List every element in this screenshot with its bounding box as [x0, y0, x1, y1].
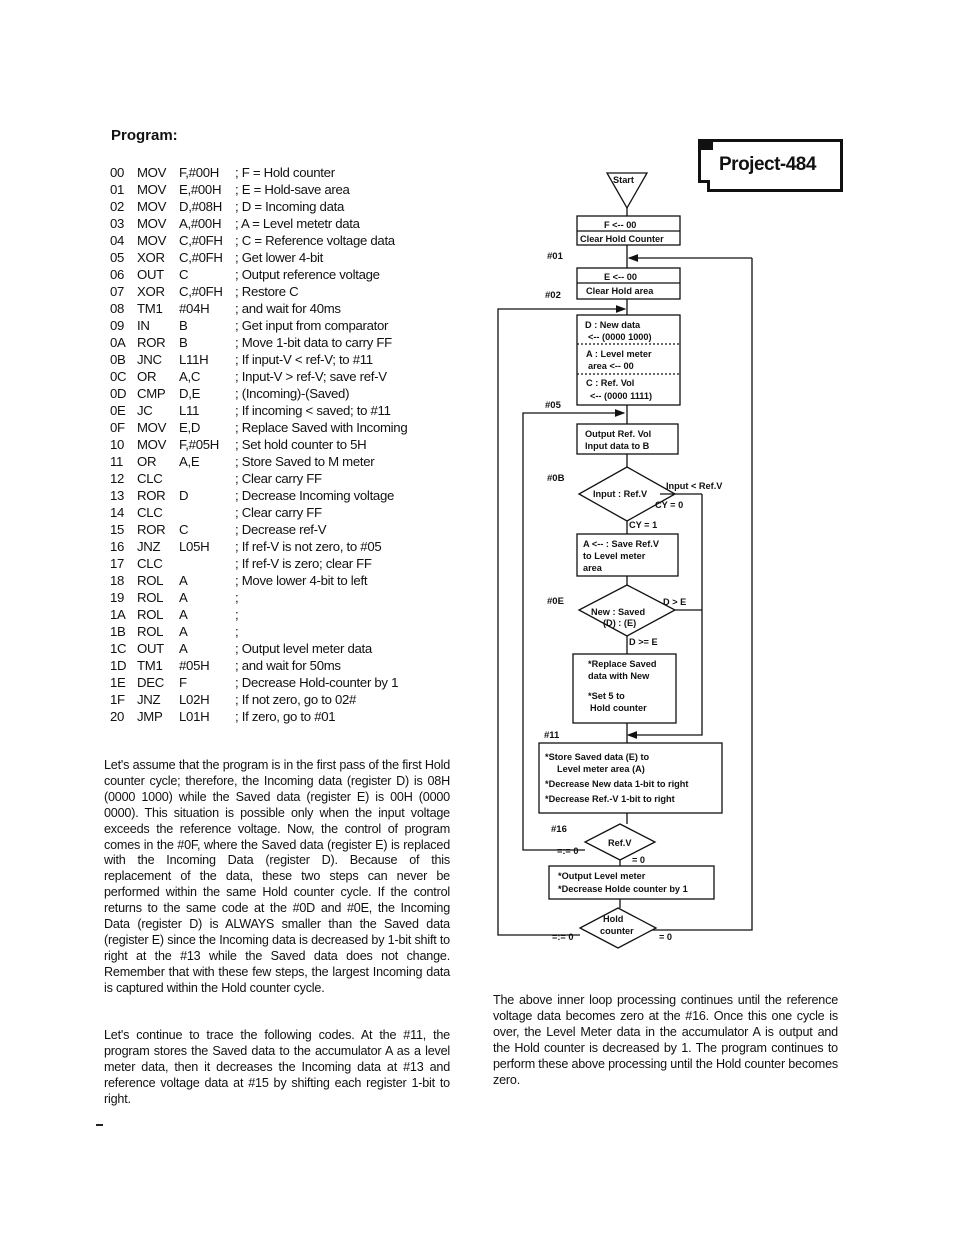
paragraph-inner-loop: The above inner loop processing continues until the reference voltage data becomes zero at the #16. Once this one cycle is over, the Level Meter data in the accumulator A is output and the Hold counter is decreased by 1. The program continues to perform these above processing until the Hold counter becomes zero.: [493, 993, 838, 1087]
code-address: 1C: [110, 641, 127, 656]
code-operand: C,#0FH: [179, 250, 223, 265]
code-opcode: IN: [137, 318, 150, 333]
code-operand: A: [179, 573, 188, 588]
code-operand: F,#00H: [179, 165, 219, 180]
code-operand: D: [179, 488, 189, 503]
code-address: 07: [110, 284, 125, 299]
start-label: Start: [613, 175, 634, 185]
code-address: 18: [110, 573, 125, 588]
code-comment: ; Decrease ref-V: [235, 522, 327, 537]
box6-line3: *Set 5 to: [588, 691, 625, 701]
code-comment: ; Get lower 4-bit: [235, 250, 323, 265]
code-comment: ; If ref-V is not zero, to #05: [235, 539, 382, 554]
code-address: 17: [110, 556, 125, 571]
code-address: 10: [110, 437, 125, 452]
code-opcode: MOV: [137, 437, 167, 452]
code-address: 04: [110, 233, 125, 248]
code-operand: D,E: [179, 386, 201, 401]
code-operand: A,#00H: [179, 216, 222, 231]
code-comment: ; and wait for 50ms: [235, 658, 341, 673]
code-opcode: CMP: [137, 386, 166, 401]
code-operand: L02H: [179, 692, 210, 707]
code-comment: ; Restore C: [235, 284, 299, 299]
code-comment: ;: [235, 590, 239, 605]
code-comment: ; and wait for 40ms: [235, 301, 341, 316]
code-address: 0B: [110, 352, 126, 367]
box6-line2: data with New: [588, 671, 650, 681]
label-16: #16: [551, 824, 567, 835]
code-opcode: MOV: [137, 165, 167, 180]
box1-line1: F <-- 00: [604, 220, 637, 230]
decision2-gt: D > E: [663, 597, 687, 607]
code-comment: ; Store Saved to M meter: [235, 454, 375, 469]
code-address: 09: [110, 318, 125, 333]
decision1-cy0: CY = 0: [655, 500, 684, 510]
label-11: #11: [544, 730, 560, 741]
code-operand: A,E: [179, 454, 200, 469]
decision1-no-branch: Input < Ref.V: [666, 481, 723, 491]
code-address: 12: [110, 471, 125, 486]
decision2-ge: D >= E: [629, 637, 658, 647]
code-opcode: ROR: [137, 488, 166, 503]
paragraph-continue-trace: Let's continue to trace the following codes. At the #11, the program stores the Saved data to the accumulator A as a level meter data, then it decreases the Incoming data at #13 and reference voltage data at #15 by shifting each register 1-bit to right.: [104, 1028, 450, 1106]
code-comment: ; Clear carry FF: [235, 505, 322, 520]
code-opcode: ROR: [137, 522, 166, 537]
code-opcode: XOR: [137, 250, 165, 265]
code-operand: C,#0FH: [179, 284, 223, 299]
code-operand: F,#05H: [179, 437, 219, 452]
code-comment: ; Output level meter data: [235, 641, 372, 656]
code-operand: A,C: [179, 369, 201, 384]
code-comment: ; Replace Saved with Incoming: [235, 420, 408, 435]
code-address: 11: [110, 454, 124, 469]
code-comment: ; Set hold counter to 5H: [235, 437, 367, 452]
label-01: #01: [547, 251, 563, 262]
box3-line4: area <-- 00: [588, 361, 634, 371]
code-address: 0D: [110, 386, 127, 401]
code-operand: A: [179, 624, 188, 639]
code-opcode: TM1: [137, 301, 163, 316]
code-comment: ; Decrease Incoming voltage: [235, 488, 395, 503]
decision3-label: Ref.V: [608, 838, 632, 848]
code-comment: ; C = Reference voltage data: [235, 233, 395, 248]
code-opcode: MOV: [137, 216, 167, 231]
decision2-line2: (D) : (E): [603, 618, 637, 628]
code-operand: A: [179, 590, 188, 605]
code-operand: C: [179, 522, 189, 537]
code-address: 03: [110, 216, 125, 231]
code-opcode: OR: [137, 454, 157, 469]
code-operand: #04H: [179, 301, 210, 316]
box5-line1: A <-- : Save Ref.V: [583, 539, 659, 549]
code-address: 13: [110, 488, 125, 503]
code-comment: ; If ref-V is zero; clear FF: [235, 556, 372, 571]
box3-line3: A : Level meter: [586, 349, 652, 359]
code-operand: L11: [179, 403, 200, 418]
label-0E: #0E: [547, 596, 564, 607]
project-title: Project-484: [719, 154, 816, 175]
code-opcode: ROL: [137, 573, 164, 588]
code-comment: ; D = Incoming data: [235, 199, 345, 214]
code-opcode: OUT: [137, 641, 164, 656]
code-opcode: JNZ: [137, 539, 161, 554]
code-address: 0C: [110, 369, 127, 384]
code-operand: A: [179, 607, 188, 622]
code-comment: ; Output reference voltage: [235, 267, 380, 282]
code-comment: ; If not zero, go to 02#: [235, 692, 357, 707]
code-operand: C: [179, 267, 189, 282]
code-opcode: MOV: [137, 420, 167, 435]
code-operand: #05H: [179, 658, 210, 673]
label-02: #02: [545, 290, 561, 301]
code-address: 14: [110, 505, 125, 520]
code-opcode: OR: [137, 369, 157, 384]
decision4-zero: = 0: [659, 932, 673, 942]
code-address: 0A: [110, 335, 126, 350]
code-address: 1A: [110, 607, 126, 622]
code-address: 01: [110, 182, 125, 197]
code-operand: L05H: [179, 539, 210, 554]
code-address: 1E: [110, 675, 126, 690]
code-operand: L01H: [179, 709, 210, 724]
box2-line1: E <-- 00: [604, 272, 637, 282]
code-operand: C,#0FH: [179, 233, 223, 248]
code-opcode: JMP: [137, 709, 163, 724]
box6-line1: *Replace Saved: [588, 659, 657, 669]
code-opcode: DEC: [137, 675, 164, 690]
code-address: 16: [110, 539, 125, 554]
code-comment: ;: [235, 624, 239, 639]
program-heading: Program:: [111, 127, 178, 144]
box7-line3: *Decrease New data 1-bit to right: [545, 779, 689, 789]
code-opcode: ROR: [137, 335, 166, 350]
code-comment: ; Move 1-bit data to carry FF: [235, 335, 392, 350]
code-opcode: XOR: [137, 284, 165, 299]
code-opcode: JC: [137, 403, 153, 418]
code-operand: D,#08H: [179, 199, 222, 214]
code-address: 00: [110, 165, 125, 180]
paragraph-first-pass: Let's assume that the program is in the first pass of the first Hold counter cycle; therefore, the Incoming data (register D) is 08H (0000 1000) while the Saved data (register E) is 00H (0000 0000). This situation is possible only when the input voltage exceeds the reference voltage. Now, the control of program comes in the #0F, where the Saved data (register E) is replaced with the Incoming Data (register D). Because of this replacement of the data, these two steps can never be performed within the same Hold counter cycle. If the control returns to the same code at the #0D and #0E, the Incoming Data (register D) is ALWAYS smaller than the Saved data (register E) since the Incoming data is decreased by 1-bit shift to right at the #13 while the Saved data does not change. Remember that with these few steps, the largest Incoming data is captured within the Hold counter cycle.: [104, 758, 450, 995]
code-opcode: JNC: [137, 352, 162, 367]
box5-line2: to Level meter: [583, 551, 646, 561]
code-address: 15: [110, 522, 125, 537]
code-operand: B: [179, 318, 188, 333]
code-comment: ; Move lower 4-bit to left: [235, 573, 368, 588]
code-opcode: MOV: [137, 182, 167, 197]
decision4-line2: counter: [600, 926, 634, 936]
code-address: 1B: [110, 624, 126, 639]
box7-line2: Level meter area (A): [557, 764, 645, 774]
decision3-zero: = 0: [632, 855, 646, 865]
code-operand: A: [179, 641, 188, 656]
code-address: 0E: [110, 403, 126, 418]
box3-line2: <-- (0000 1000): [588, 332, 652, 342]
decision1-cy1: CY = 1: [629, 520, 658, 530]
code-comment: ; If incoming < saved; to #11: [235, 403, 391, 418]
code-comment: ; If input-V < ref-V; to #11: [235, 352, 373, 367]
decision3-not-zero: =:= 0: [557, 846, 579, 856]
box6-line4: Hold counter: [590, 703, 647, 713]
code-address: 20: [110, 709, 125, 724]
code-opcode: TM1: [137, 658, 163, 673]
decision4-not-zero: =:= 0: [552, 932, 574, 942]
code-address: 0F: [110, 420, 125, 435]
code-address: 06: [110, 267, 125, 282]
box4-line2: Input data to B: [585, 441, 650, 451]
decision2-line1: New : Saved: [591, 607, 646, 617]
code-opcode: ROL: [137, 607, 164, 622]
decision1-label: Input : Ref.V: [593, 489, 648, 499]
label-0B: #0B: [547, 473, 565, 484]
code-opcode: CLC: [137, 556, 163, 571]
code-operand: B: [179, 335, 188, 350]
code-address: 1F: [110, 692, 125, 707]
code-comment: ; (Incoming)-(Saved): [235, 386, 350, 401]
code-opcode: MOV: [137, 199, 167, 214]
label-05: #05: [545, 400, 561, 411]
box2-line2: Clear Hold area: [586, 286, 654, 296]
code-comment: ; F = Hold counter: [235, 165, 335, 180]
box3-line1: D : New data: [585, 320, 641, 330]
box1-line2: Clear Hold Counter: [580, 234, 664, 244]
code-address: 02: [110, 199, 125, 214]
code-address: 19: [110, 590, 125, 605]
code-comment: ; Input-V > ref-V; save ref-V: [235, 369, 387, 384]
code-opcode: MOV: [137, 233, 167, 248]
code-comment: ; E = Hold-save area: [235, 182, 350, 197]
code-comment: ; Decrease Hold-counter by 1: [235, 675, 399, 690]
code-operand: E,D: [179, 420, 201, 435]
code-address: 05: [110, 250, 125, 265]
code-comment: ; If zero, go to #01: [235, 709, 336, 724]
code-operand: E,#00H: [179, 182, 222, 197]
code-address: 08: [110, 301, 125, 316]
box3-line5: C : Ref. Vol: [586, 378, 635, 388]
box7-line1: *Store Saved data (E) to: [545, 752, 650, 762]
code-operand: L11H: [179, 352, 209, 367]
code-opcode: OUT: [137, 267, 164, 282]
code-opcode: ROL: [137, 624, 164, 639]
box3-line6: <-- (0000 1111): [590, 391, 653, 401]
code-opcode: JNZ: [137, 692, 161, 707]
code-comment: ; Get input from comparator: [235, 318, 389, 333]
box4-line1: Output Ref. Vol: [585, 429, 652, 439]
code-comment: ; Clear carry FF: [235, 471, 322, 486]
box7-line4: *Decrease Ref.-V 1-bit to right: [545, 794, 675, 804]
box8-line2: *Decrease Holde counter by 1: [558, 884, 688, 894]
code-comment: ; A = Level metetr data: [235, 216, 360, 231]
box5-line3: area: [583, 563, 602, 573]
code-address: 1D: [110, 658, 127, 673]
code-opcode: ROL: [137, 590, 164, 605]
code-comment: ;: [235, 607, 239, 622]
code-operand: F: [179, 675, 187, 690]
decision4-line1: Hold: [603, 914, 624, 924]
code-opcode: CLC: [137, 471, 163, 486]
code-opcode: CLC: [137, 505, 163, 520]
box8-line1: *Output Level meter: [558, 871, 646, 881]
